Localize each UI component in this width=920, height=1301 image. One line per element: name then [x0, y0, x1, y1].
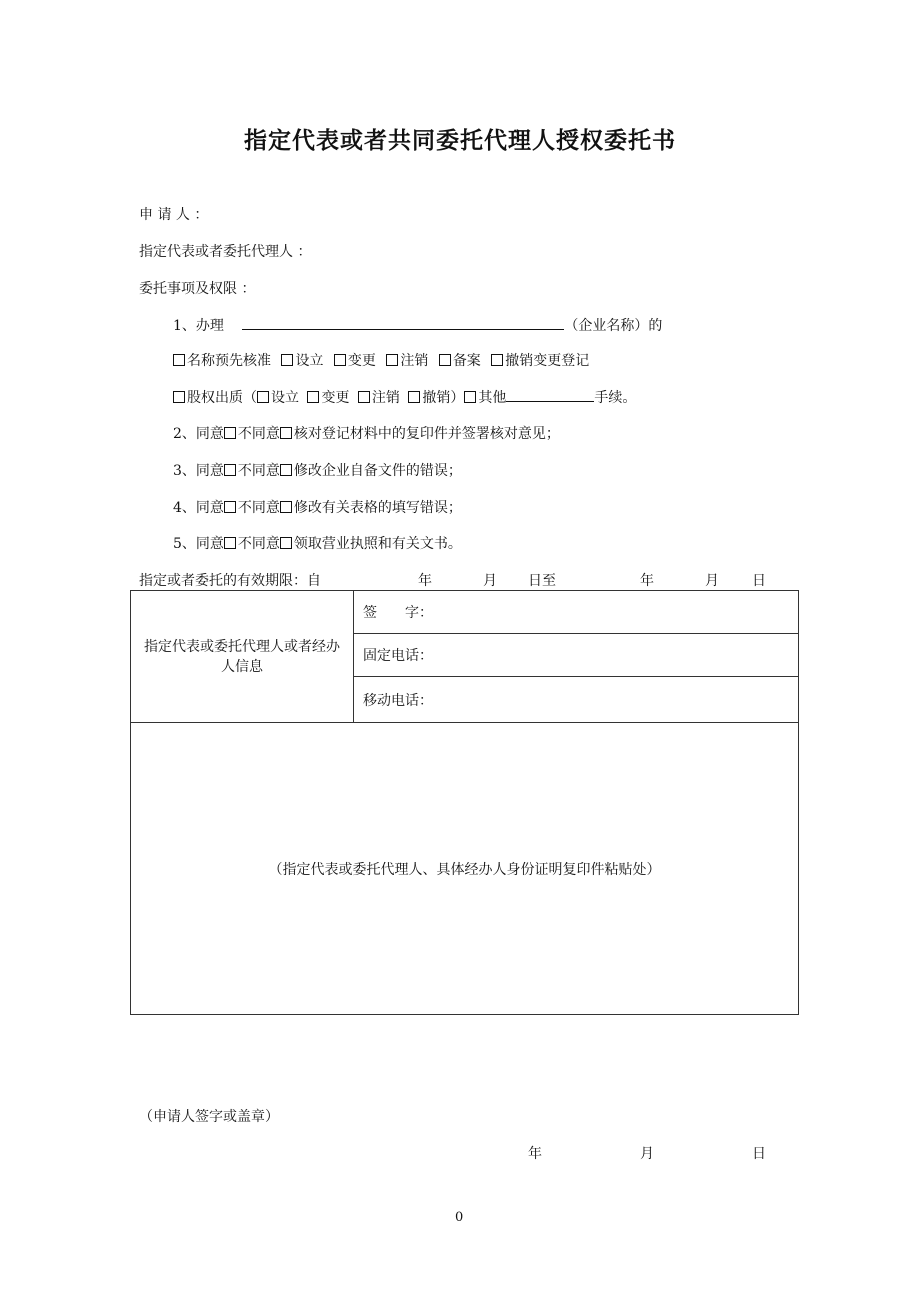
checkbox[interactable] [280, 537, 292, 549]
validity-end-month: 月 [705, 573, 719, 589]
company-name-blank[interactable] [242, 314, 564, 330]
checkbox[interactable] [280, 464, 292, 476]
applicant-signature-label: （申请人签字或盖章） [139, 1109, 279, 1125]
checkbox[interactable] [173, 391, 185, 403]
checkbox[interactable] [224, 501, 236, 513]
checkbox[interactable] [491, 354, 503, 366]
landline-field[interactable]: 固定电话： [354, 634, 799, 677]
option-record[interactable]: 备案 [439, 353, 481, 369]
checkbox[interactable] [173, 354, 185, 366]
agent-label: 指定代表或者委托代理人 ： [139, 244, 312, 260]
checkbox[interactable] [280, 427, 292, 439]
validity-start-year: 年 [418, 573, 432, 589]
validity-end-day: 日 [752, 573, 766, 589]
item-3: 3、同意 不同意 修改企业自备文件的错误； [173, 463, 462, 479]
sign-month: 月 [640, 1146, 654, 1162]
id-copy-paste-area: （指定代表或委托代理人、具体经办人身份证明复印件粘贴处） [131, 723, 799, 1015]
item-1-suffix: （企业名称）的 [564, 318, 663, 334]
validity-end-year: 年 [640, 573, 654, 589]
sign-day: 日 [752, 1146, 766, 1162]
checkbox[interactable] [281, 354, 293, 366]
other-blank[interactable] [506, 386, 594, 402]
checkbox[interactable] [358, 391, 370, 403]
options-row-2: 股权出质（ 设立 变更 注销 撤销） 其他 手续。 [173, 386, 636, 407]
checkbox[interactable] [224, 537, 236, 549]
checkbox[interactable] [224, 427, 236, 439]
checkbox[interactable] [408, 391, 420, 403]
page-number: 0 [455, 1210, 464, 1225]
item-1-prefix: 1、办理 [173, 318, 224, 334]
mobile-field[interactable]: 移动电话： [354, 677, 799, 723]
applicant-label: 申 请 人 ： [139, 207, 209, 223]
checkbox[interactable] [439, 354, 451, 366]
option-cancel[interactable]: 注销 [386, 353, 428, 369]
option-other: 其他 [478, 390, 507, 406]
item-4: 4、同意 不同意 修改有关表格的填写错误； [173, 500, 462, 516]
validity-start-month: 月 [483, 573, 497, 589]
sign-year: 年 [528, 1146, 542, 1162]
checkbox[interactable] [224, 464, 236, 476]
option-establish[interactable]: 设立 [281, 353, 323, 369]
agent-info-label: 指定代表或委托代理人或者经办人信息 [131, 591, 354, 723]
checkbox[interactable] [307, 391, 319, 403]
option-change[interactable]: 变更 [334, 353, 376, 369]
item-2: 2、同意 不同意 核对登记材料中的复印件并签署核对意见； [173, 426, 560, 442]
item-1 [173, 314, 662, 335]
item-5: 5、同意 不同意 领取营业执照和有关文书。 [173, 536, 462, 552]
validity-start-day: 日至 [528, 573, 556, 589]
option-name-precheck[interactable]: 名称预先核准 [173, 353, 271, 369]
option-revoke-change[interactable]: 撤销变更登记 [491, 353, 589, 369]
agent-info-table [130, 590, 799, 1015]
signature-field[interactable]: 签 字： [354, 591, 799, 634]
checkbox[interactable] [257, 391, 269, 403]
option-equity-pledge: 股权出质（ [187, 390, 257, 406]
checkbox[interactable] [386, 354, 398, 366]
checkbox[interactable] [464, 391, 476, 403]
checkbox[interactable] [334, 354, 346, 366]
validity-label: 指定或者委托的有效期限：自 [139, 573, 321, 589]
document-title: 指定代表或者共同委托代理人授权委托书 [244, 128, 676, 154]
matters-label: 委托事项及权限 ： [139, 281, 256, 297]
options-row-1 [173, 350, 589, 370]
checkbox[interactable] [280, 501, 292, 513]
